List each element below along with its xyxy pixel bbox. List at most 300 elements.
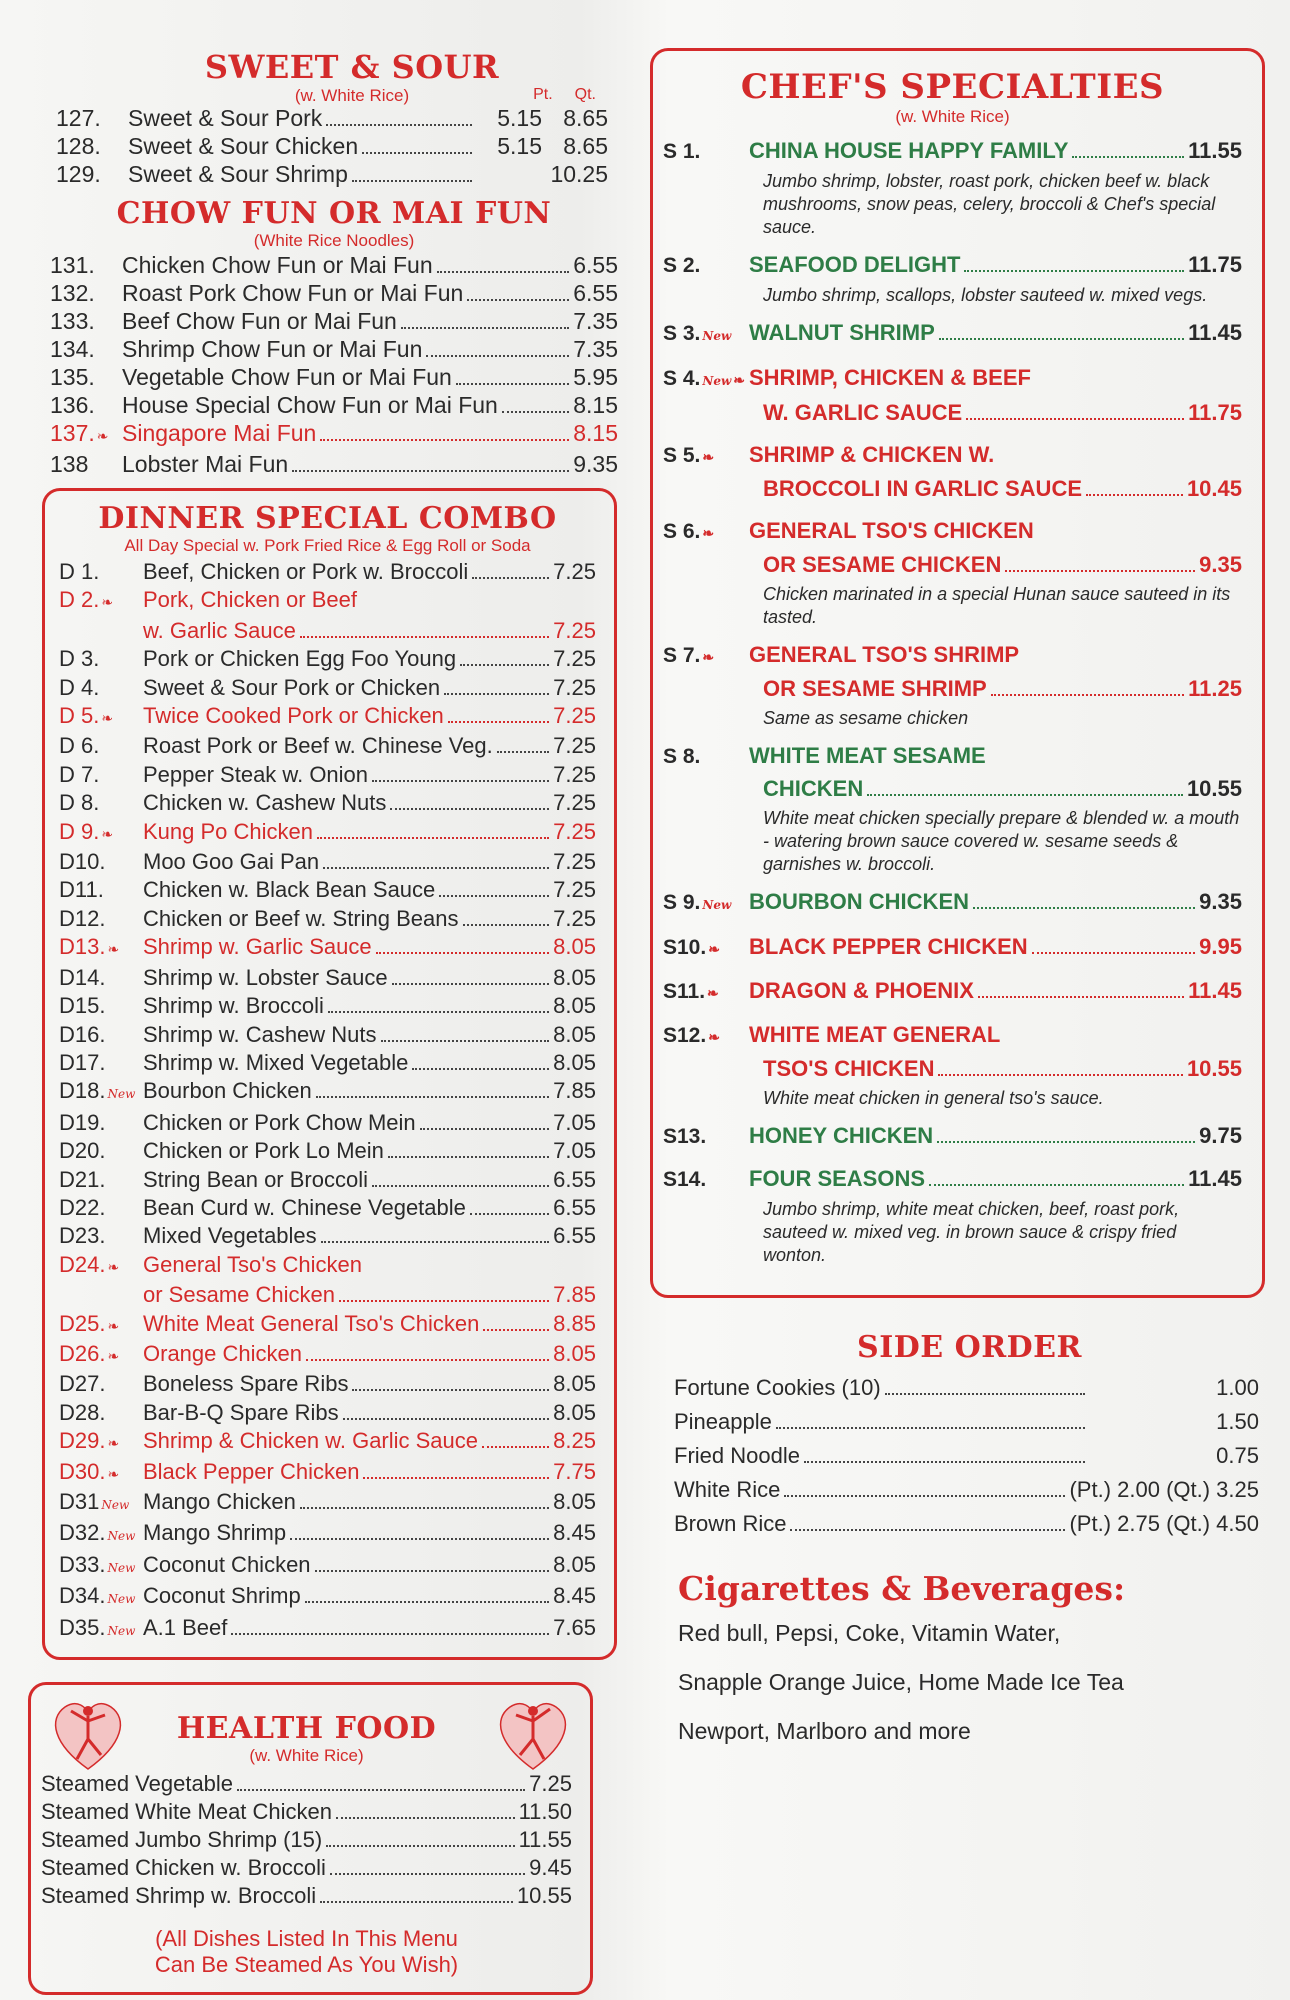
sweet-sour-section [28,48,608,188]
item-name: Chicken or Pork Chow Mein [143,1109,416,1135]
leader-dots [320,1901,513,1903]
item-price: 8.25 [553,1428,596,1454]
leader-dots [885,1393,1085,1395]
item-number: D34. New [59,1583,136,1609]
side-list [674,1371,1265,1541]
menu-item [56,160,608,188]
item-name: Twice Cooked Pork or Chicken [143,703,444,729]
item-name: WHITE MEAT SESAME [749,743,986,768]
leader-dots [472,577,549,579]
item-number: 127. [56,105,101,131]
pint-label: Pt. [533,86,553,103]
item-name: Lobster Mai Fun [122,451,289,477]
item-description: Jumbo shrimp, scallops, lobster sauteed w. mixed vegs. [763,285,1208,305]
spacer [663,505,1242,515]
item-price: 7.85 [553,1282,596,1308]
leader-dots [392,983,550,985]
item-number: D15. [59,993,106,1019]
item-number: D16. [59,1021,106,1047]
quart-price: 10.25 [550,161,608,187]
item-number: D26. ❧ [59,1340,120,1366]
item-name: Steamed Chicken w. Broccoli [41,1855,326,1881]
pepper-icon: ❧ [702,649,715,665]
item-number: D28. [59,1399,106,1425]
menu-item [674,1439,1265,1473]
cigarettes-list [678,1610,1265,1755]
item-name: OR SESAME CHICKEN [763,552,1002,577]
item-number: 134. [50,336,95,362]
menu-item [50,335,618,363]
left-column [28,48,618,1995]
item-price: 7.25 [553,559,596,584]
menu-item [674,1473,1265,1507]
menu-item [59,674,596,702]
item-number: S14. [663,1168,707,1191]
item-name: Bourbon Chicken [143,1078,312,1104]
leader-dots [467,299,569,301]
item-price: 8.85 [553,1310,596,1336]
item-name: Shrimp & Chicken w. Garlic Sauce [143,1428,479,1454]
item-price: 9.95 [1199,934,1242,959]
leader-dots [237,1789,525,1791]
side-order-section [650,1330,1265,1541]
pepper-icon: ❧ [708,941,720,957]
menu-item [663,740,1242,773]
item-description: White meat chicken specially prepare & blended w. a mouth - watering brown sauce covered w. sesame seeds & garnishes w. broccoli. [763,808,1240,874]
leader-dots [483,1329,549,1331]
chow-fun-list [50,251,618,478]
menu-item [41,1798,572,1826]
new-badge: New [702,374,732,388]
menu-item [59,732,596,760]
menu-item [59,1614,596,1645]
health-list [41,1770,572,1910]
new-badge: New [107,1560,136,1575]
beverage-line: Snapple Orange Juice, Home Made Ice Tea [678,1669,1124,1695]
pepper-icon: ❧ [107,1317,120,1334]
menu-item [59,818,596,848]
new-badge: New [107,1592,136,1607]
item-price: 7.25 [553,790,596,816]
menu-item [50,450,618,478]
item-name: Sweet & Sour Pork or Chicken [143,674,441,700]
item-name: Steamed Vegetable [41,1771,234,1797]
menu-item [59,789,596,817]
menu-item [59,964,596,992]
leader-dots [482,1446,549,1448]
item-number: S 4. New ❧ [663,367,746,390]
item-name: Pepper Steak w. Onion [143,761,369,787]
spacer [663,1153,1242,1163]
leader-dots [352,180,472,182]
item-name: Bar-B-Q Spare Ribs [143,1399,339,1425]
item-name: Roast Pork Chow Fun or Mai Fun [122,280,464,306]
leader-dots [328,1011,549,1013]
leader-dots [964,270,1184,272]
item-number: D 2. ❧ [59,587,114,613]
pepper-icon: ❧ [101,825,114,842]
menu-item [663,931,1242,965]
item-number: S10. ❧ [663,936,720,959]
menu-item [59,586,596,616]
leader-dots [444,693,549,695]
menu-item [59,761,596,789]
item-name: Shrimp Chow Fun or Mai Fun [122,336,423,362]
item-name: Shrimp w. Cashew Nuts [143,1021,377,1047]
menu-item-continued [59,617,596,645]
menu-item [663,1163,1242,1196]
item-description: Jumbo shrimp, lobster, roast pork, chicken beef w. black mushrooms, snow peas, celery, broccoli & Chef's special sauce. [763,171,1216,237]
item-price: 11.25 [1188,676,1242,701]
item-price: 9.35 [1199,552,1242,577]
item-name: Shrimp w. Lobster Sauce [143,964,388,990]
spacer [663,965,1242,975]
item-price: 7.65 [553,1614,596,1640]
menu-item [59,1251,596,1281]
leader-dots [231,1633,549,1635]
menu-item [50,307,618,335]
item-name: SHRIMP & CHICKEN W. [749,442,995,467]
item-price: 7.25 [553,877,596,903]
item-number: 131. [50,252,95,278]
item-price: 7.25 [553,733,596,759]
menu-item [59,1458,596,1488]
item-name: Vegetable Chow Fun or Mai Fun [122,364,452,390]
leader-dots [937,1141,1195,1143]
section-subtitle: (w. White Rice) [294,86,410,105]
new-badge: New [702,898,732,912]
item-price: 8.05 [553,993,596,1019]
item-description: Jumbo shrimp, white meat chicken, beef, roast pork, sauteed w. mixed veg. in brown sauce & crispy fried wonton. [763,1199,1180,1265]
item-price: 8.05 [553,934,596,960]
leader-dots [439,895,549,897]
item-price: 11.45 [1188,1166,1242,1191]
item-number: D12. [59,905,106,931]
item-price: 9.35 [1199,889,1242,914]
leader-dots [437,271,570,273]
item-price: 8.05 [553,1399,596,1425]
item-number: S 7. ❧ [663,644,715,667]
item-number: D20. [59,1138,106,1164]
item-number: 136. [50,392,95,418]
item-price: 7.75 [553,1458,596,1484]
item-number: D27. [59,1371,106,1397]
item-number: D 3. [59,646,100,672]
item-name: Black Pepper Chicken [143,1458,360,1484]
item-price: 7.35 [573,308,618,334]
item-number: D30. ❧ [59,1458,120,1484]
pepper-icon: ❧ [702,525,715,541]
leader-dots [372,780,549,782]
menu-item [663,1019,1242,1053]
item-number: D19. [59,1109,106,1135]
leader-dots [966,418,1184,420]
item-name: SHRIMP, CHICKEN & BEEF [749,365,1031,390]
new-badge: New [107,1623,136,1638]
item-number: S 3. New [663,322,732,345]
section-title: SWEET & SOUR [204,48,500,86]
leader-dots [991,694,1184,696]
leader-dots [316,1096,549,1098]
menu-item [59,992,596,1020]
item-price: 9.35 [573,451,618,477]
section-title: DINNER SPECIAL COMBO [98,501,557,536]
leader-dots [448,721,549,723]
leader-dots [867,794,1183,796]
leader-dots [929,1184,1184,1186]
item-name: House Special Chow Fun or Mai Fun [122,392,498,418]
item-name: Brown Rice [674,1511,787,1536]
menu-item [59,905,596,933]
item-number: D 9. ❧ [59,818,114,844]
leader-dots [776,1427,1085,1429]
menu-item [663,135,1242,168]
item-number: D23. [59,1223,106,1249]
pepper-icon: ❧ [707,985,719,1001]
leader-dots [372,1185,549,1187]
menu-item [41,1854,572,1882]
pepper-icon: ❧ [107,941,120,958]
item-number: 137. ❧ [50,420,109,446]
dancer-heart-icon [43,1689,133,1779]
item-name: CHINA HOUSE HAPPY FAMILY [749,138,1069,163]
item-name: or Sesame Chicken [143,1282,335,1308]
health-note-line: Can Be Steamed As You Wish) [154,1952,459,1978]
leader-dots [330,1873,525,1875]
menu-item-continued [663,473,1242,505]
leader-dots [336,1817,515,1819]
item-name: GENERAL TSO'S CHICKEN [749,518,1034,543]
pepper-icon: ❧ [107,1258,120,1275]
item-price: 11.75 [1188,400,1242,425]
item-name: DRAGON & PHOENIX [749,978,974,1003]
item-name: A.1 Beef [143,1614,228,1640]
item-number: D11. [59,877,104,903]
section-title: HEALTH FOOD [176,1711,437,1747]
leader-dots [376,952,550,954]
menu-item-continued [663,673,1242,705]
item-price: (Pt.) 2.00 (Qt.) 3.25 [1069,1477,1259,1502]
item-price: 8.05 [553,1551,596,1577]
section-title: CHOW FUN OR MAI FUN [116,196,552,231]
item-name: White Meat General Tso's Chicken [143,1310,480,1336]
item-name: Pineapple [674,1409,772,1434]
menu-item [41,1826,572,1854]
item-number: S13. [663,1125,707,1148]
leader-dots [362,152,472,154]
menu-item [674,1405,1265,1439]
item-price: 7.25 [553,818,596,844]
item-number: 128. [56,133,101,159]
pepper-icon: ❧ [107,1347,120,1364]
item-name: Coconut Shrimp [143,1583,301,1609]
item-name: Moo Goo Gai Pan [143,849,320,875]
item-number: S11. ❧ [663,980,719,1003]
item-number: D18. New [59,1078,136,1104]
section-title: SIDE ORDER [857,1330,1082,1365]
health-food-box [28,1682,593,1995]
leader-dots [497,751,549,753]
item-name: Mango Chicken [143,1489,296,1514]
item-price: 8.05 [553,1340,596,1366]
item-price: 5.95 [573,364,618,390]
menu-item [59,1194,596,1222]
item-price: 11.55 [518,1827,572,1853]
quart-label: Qt. [574,86,596,103]
item-price: 11.75 [1188,252,1242,277]
item-price: 8.05 [553,964,596,990]
pepper-icon: ❧ [107,1435,120,1452]
item-number: D17. [59,1049,106,1075]
menu-item [56,132,608,160]
leader-dots [470,1213,549,1215]
item-name: Chicken or Beef w. String Beans [143,905,459,931]
new-badge: New [107,1087,136,1102]
menu-item [50,251,618,279]
leader-dots [502,411,569,413]
quart-price: 8.65 [563,105,608,131]
item-name: TSO'S CHICKEN [763,1056,935,1081]
item-price: 7.25 [553,905,596,931]
spacer [663,429,1242,439]
item-price: 6.55 [553,1223,596,1249]
new-badge: New [702,329,732,343]
item-name: Shrimp w. Broccoli [143,993,324,1019]
section-subtitle: All Day Special w. Pork Fried Rice & Egg Roll or Soda [124,536,531,555]
menu-item [59,1427,596,1457]
item-number: 135. [50,364,95,390]
item-number: S 9. New [663,891,732,914]
leader-dots [804,1461,1085,1463]
menu-item [59,1519,596,1550]
item-name: Steamed Shrimp w. Broccoli [41,1883,317,1909]
item-number: S 1. [663,140,701,163]
item-name: Shrimp w. Mixed Vegetable [143,1049,409,1075]
menu-item-continued [663,773,1242,805]
item-number: 133. [50,308,95,334]
quart-price: 8.65 [563,133,608,159]
item-price: 8.45 [553,1583,596,1609]
item-name: GENERAL TSO'S SHRIMP [749,642,1020,667]
item-price: 11.55 [1188,138,1242,163]
pepper-icon: ❧ [733,372,746,388]
menu-item [59,1310,596,1340]
pint-price: 5.15 [497,105,542,131]
leader-dots [412,1068,549,1070]
leader-dots [973,907,1195,909]
item-number: 129. [56,161,101,187]
menu-item [41,1882,572,1910]
leader-dots [323,867,549,869]
item-price: 11.45 [1188,978,1242,1003]
pepper-icon: ❧ [708,1029,720,1045]
menu-item [59,1049,596,1077]
item-name: Singapore Mai Fun [122,420,317,446]
leader-dots [315,1570,550,1572]
menu-item [59,1488,596,1519]
item-description: Same as sesame chicken [763,708,969,728]
leader-dots [460,664,549,666]
menu-item [50,419,618,450]
item-name: OR SESAME SHRIMP [763,676,987,701]
item-price: 7.25 [553,703,596,729]
menu-item [663,439,1242,473]
item-price: 1.00 [1216,1375,1259,1400]
health-note [41,1926,572,1978]
item-name: Chicken Chow Fun or Mai Fun [122,252,433,278]
leader-dots [938,1074,1182,1076]
menu-item [59,1137,596,1165]
item-price: 7.25 [553,849,596,875]
item-price: 6.55 [573,252,618,278]
item-number: 132. [50,280,95,306]
item-price: 8.05 [553,1049,596,1075]
item-name: Pork or Chicken Egg Foo Young [143,646,457,672]
menu-item [59,702,596,732]
item-number: D 5. ❧ [59,703,114,729]
pepper-icon: ❧ [702,449,715,465]
menu-item [59,558,596,586]
item-price: 7.05 [553,1138,596,1164]
beverage-line: Newport, Marlboro and more [678,1718,971,1744]
menu-item [663,975,1242,1009]
spacer [663,352,1242,362]
item-name: Fortune Cookies (10) [674,1375,881,1400]
item-name: Chicken w. Black Bean Sauce [143,877,436,903]
item-number: D32. New [59,1520,136,1546]
item-price: 11.50 [518,1799,572,1825]
dancer-heart-icon [488,1689,578,1779]
item-price: 7.25 [553,761,596,787]
item-price: 1.50 [1216,1409,1259,1434]
dinner-list [59,558,596,1645]
leader-dots [426,355,569,357]
item-price: 10.55 [1186,1056,1242,1081]
leader-dots [1032,952,1195,954]
menu-item [674,1371,1265,1405]
menu-item [59,645,596,673]
pepper-icon: ❧ [107,1465,120,1482]
leader-dots [343,1418,550,1420]
menu-item [59,1399,596,1427]
leader-dots [401,327,569,329]
item-number: D25. ❧ [59,1310,120,1336]
item-number: D31 New [59,1489,130,1514]
item-name: WALNUT SHRIMP [749,320,935,345]
pepper-icon: ❧ [101,710,114,727]
leader-dots [420,1128,550,1130]
leader-dots [292,470,569,472]
spacer [663,1009,1242,1019]
menu-item [59,1551,596,1582]
item-price: (Pt.) 2.75 (Qt.) 4.50 [1069,1511,1259,1536]
leader-dots [463,924,550,926]
item-price: 10.55 [516,1883,572,1909]
menu-item [59,1582,596,1613]
item-number: D 1. [59,559,100,584]
item-name: Sweet & Sour Pork [128,105,323,131]
item-price: 10.45 [1186,476,1242,501]
dinner-special-box [42,488,617,1660]
menu-item-continued [663,1053,1242,1085]
menu-item [663,886,1242,921]
menu-item [56,104,608,132]
beverage-line: Red bull, Pepsi, Coke, Vitamin Water, [678,1620,1061,1646]
item-description: Chicken marinated in a special Hunan sauce sauteed in its tasted. [763,584,1231,627]
item-number: D22. [59,1194,106,1220]
item-price: 7.85 [553,1078,596,1104]
health-note-line: (All Dishes Listed In This Menu [155,1926,458,1952]
